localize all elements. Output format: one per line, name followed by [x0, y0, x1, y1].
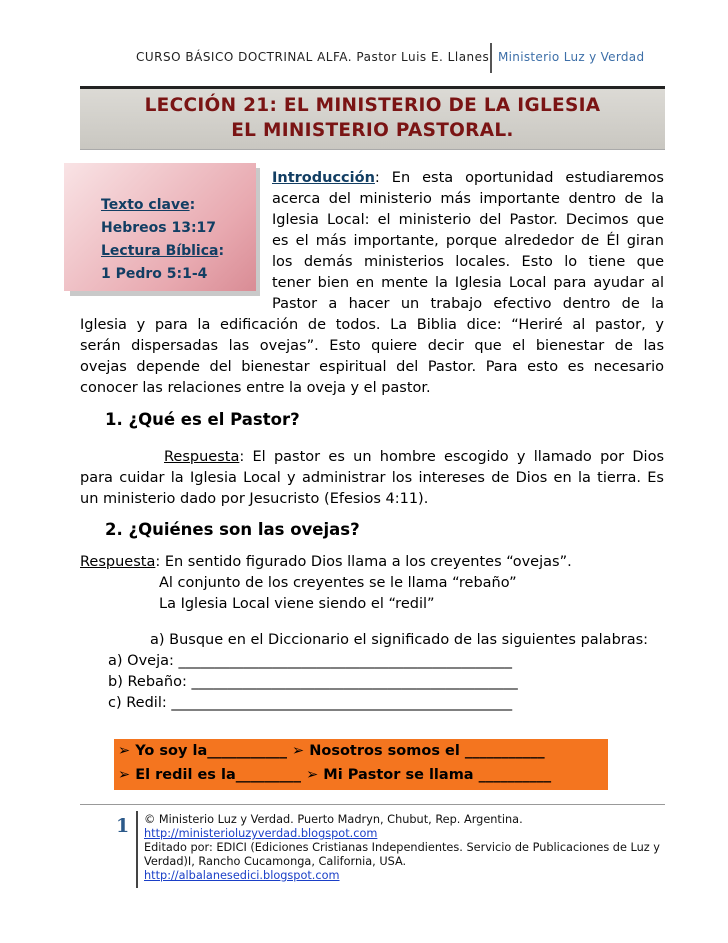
- footer-editor: Editado por: EDICI (Ediciones Cristianas Independientes. Servicio de Publicaciones de Luz y: [144, 841, 660, 854]
- footer-editor-location: Verdad)I, Rancho Cucamonga, California, USA.: [144, 855, 407, 868]
- footer-link-edici[interactable]: http://albalanesedici.blogspot.com: [144, 869, 340, 882]
- fill-row-1: [118, 743, 545, 759]
- title-band: [80, 86, 665, 150]
- intro-line-9: ovejas depende del bienestar espiritual del Pastor. Para esto es necesario: [80, 359, 664, 375]
- fill-yo-soy: ➢ Yo soy la___________: [118, 743, 287, 759]
- section2-line-2: Al conjunto de los creyentes se le llama “rebaño”: [159, 575, 517, 591]
- reading-ref: 1 Pedro 5:1-4: [101, 266, 208, 282]
- section2-line-1: Respuesta: En sentido figurado Dios llama a los creyentes “ovejas”.: [80, 554, 572, 570]
- section1-line-0: Respuesta: El pastor es un hombre escogido y llamado por Dios: [164, 449, 664, 465]
- intro-line-4: los demás ministerios locales. Esto lo tiene que: [272, 254, 664, 270]
- footer-copyright: © Ministerio Luz y Verdad. Puerto Madryn, Chubut, Rep. Argentina.: [144, 813, 523, 826]
- intro-line-3: es el más importante, porque alrededor de Él giran: [272, 233, 664, 249]
- exercise-item-oveja: a) Oveja: ______________________________________________: [108, 653, 512, 669]
- section1-line-2: un ministerio dado por Jesucristo (Efesios 4:11).: [80, 491, 429, 507]
- fill-row-2: [118, 767, 551, 783]
- intro-line-7: Iglesia y para la edificación de todos. La Biblia dice: “Heriré al pastor, y: [80, 317, 664, 333]
- section1-line-1: para cuidar la Iglesia Local y administrar los intereses de Dios en la tierra. Es: [80, 470, 664, 486]
- exercise-item-rebano: b) Rebaño: _____________________________________________: [108, 674, 518, 690]
- header-course: CURSO BÁSICO DOCTRINAL ALFA. Pastor Luis E. Llanes: [136, 50, 490, 64]
- fill-redil: ➢ El redil es la_________: [118, 767, 301, 783]
- intro-line-1: acerca del ministerio más importante dentro de la: [272, 191, 664, 207]
- intro-line-0: Introducción: En esta oportunidad estudiaremos: [272, 170, 664, 186]
- exercise-item-redil: c) Redil: _______________________________________________: [108, 695, 513, 711]
- intro-line-10: conocer las relaciones entre la oveja y el pastor.: [80, 380, 431, 396]
- header-divider: [490, 43, 492, 73]
- intro-label: Introducción: [272, 170, 375, 186]
- intro-line-6: Pastor a hacer un trabajo efectivo dentro de la: [272, 296, 664, 312]
- section2-heading: 2. ¿Quiénes son las ovejas?: [105, 520, 360, 539]
- fill-mi-pastor: ➢ Mi Pastor se llama __________: [306, 767, 552, 783]
- exercise-instruction: a) Busque en el Diccionario el significado de las siguientes palabras:: [150, 632, 649, 648]
- lesson-title: LECCIÓN 21: EL MINISTERIO DE LA IGLESIA: [144, 95, 601, 116]
- reading-line: Lectura Bíblica:: [101, 243, 225, 259]
- fill-nosotros: ➢ Nosotros somos el ___________: [292, 743, 545, 759]
- section2-line-3: La Iglesia Local viene siendo el “redil”: [159, 596, 435, 612]
- section1-answer-label: Respuesta: [164, 449, 240, 465]
- footer-link-ministry[interactable]: http://ministerioluzyverdad.blogspot.com: [144, 827, 378, 840]
- intro-line-5: tener bien en mente la Iglesia Local para ayudar al: [272, 275, 664, 291]
- footer-divider: [136, 811, 138, 888]
- header-ministry: Ministerio Luz y Verdad: [498, 50, 645, 64]
- key-text-ref: Hebreos 13:17: [101, 220, 217, 236]
- section1-heading: 1. ¿Qué es el Pastor?: [105, 410, 300, 429]
- key-text-line: Texto clave:: [101, 197, 196, 213]
- section2-answer-label: Respuesta: [80, 554, 156, 570]
- key-text-label: Texto clave: [101, 197, 190, 213]
- intro-line-2: Iglesia Local: el ministerio del Pastor. Decimos que: [272, 212, 664, 228]
- intro-line-8: serán dispersadas las ovejas”. Esto quiere decir que el bienestar de las: [80, 338, 664, 354]
- lesson-subtitle: EL MINISTERIO PASTORAL.: [231, 120, 514, 141]
- reading-label: Lectura Bíblica: [101, 243, 219, 259]
- footer-rule: [80, 804, 665, 805]
- page-number: 1: [116, 815, 130, 837]
